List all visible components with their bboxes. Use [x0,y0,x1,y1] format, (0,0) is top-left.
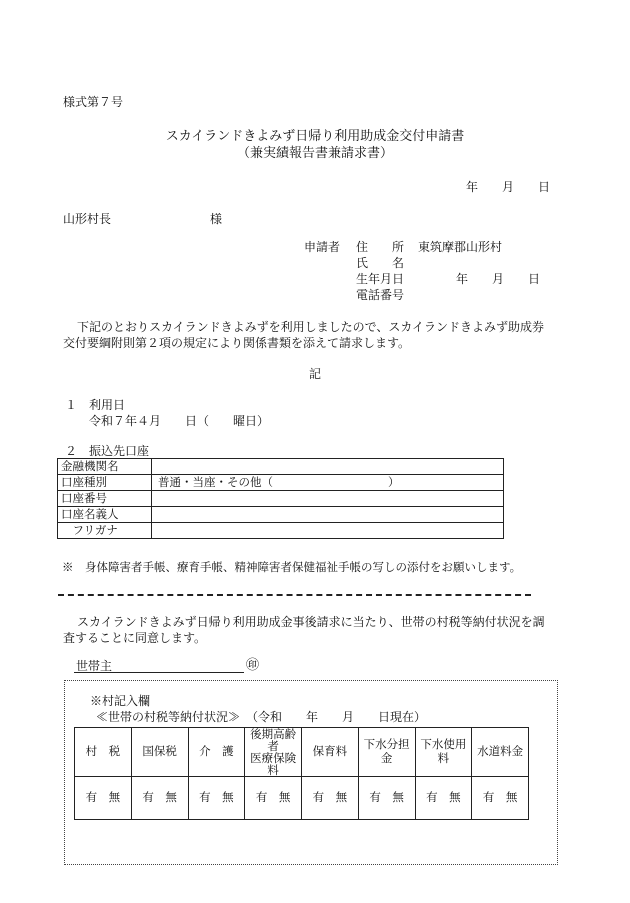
birth-value: 年 月 日 [456,272,541,286]
table-row [75,728,529,777]
table-row [58,491,504,507]
header-elderly-line-2: 医療保険料 [250,751,297,777]
header-elderly-insurance [245,728,302,777]
header-village-tax: 村 税 [75,728,132,777]
header-sewer-share: 下水分担金 [358,728,415,777]
date-line: 年 月 日 [466,180,551,194]
header-childcare-fee: 保育料 [302,728,359,777]
header-water-fee: 水道料金 [472,728,529,777]
table-row [58,459,504,475]
consent-line-1: スカイランドきよみず日帰り利用助成金事後請求に当たり、世帯の村税等納付状況を調 [77,615,545,629]
status-elderly-insurance[interactable]: 有 無 [245,777,302,820]
account-holder-field[interactable] [152,507,504,523]
seal-mark: ㊞ [246,658,260,673]
form-number: 様式第７号 [63,95,124,109]
consent-line-2: 査することに同意します。 [63,631,207,645]
table-row [58,523,504,539]
addressee-suffix: 様 [210,212,223,226]
table-row [58,507,504,523]
address-label: 住 所 [356,240,405,254]
header-sewer-usage: 下水使用料 [415,728,472,777]
status-sewer-usage[interactable]: 有 無 [415,777,472,820]
status-village-tax[interactable]: 有 無 [75,777,132,820]
village-label: ※村記入欄 [90,694,151,708]
status-nhi-tax[interactable]: 有 無 [131,777,188,820]
usage-date-value: 令和７年４月 日（ 曜日） [89,414,270,428]
attachment-note: ※ 身体障害者手帳、療育手帳、精神障害者保健福祉手帳の写しの添付をお願いします。 [62,560,522,574]
addressee: 山形村長 [63,212,112,226]
tax-status-heading: ≪世帯の村税等納付状況≫ （令和 年 月 日現在） [96,710,427,724]
form-title: スカイランドきよみず日帰り利用助成金交付申請書 [165,129,465,144]
account-holder-label: 口座名義人 [58,507,152,523]
birth-label: 生年月日 [356,272,405,286]
table-row [75,777,529,820]
ki-heading: 記 [308,367,321,381]
table-row [58,475,504,491]
address-value: 東筑摩郡山形村 [418,240,503,254]
bank-name-field[interactable] [152,459,504,475]
status-water-fee[interactable]: 有 無 [472,777,529,820]
header-nhi-tax: 国保税 [131,728,188,777]
section2-title: ２ 振込先口座 [65,444,150,458]
cut-line-divider [58,594,531,596]
form-subtitle: （兼実績報告書兼請求書） [236,146,393,161]
applicant-label: 申請者 [304,240,341,254]
household-signature-line[interactable] [74,672,244,673]
account-number-label: 口座番号 [58,491,152,507]
status-sewer-share[interactable]: 有 無 [358,777,415,820]
body-line-1: 下記のとおりスカイランドきよみずを利用しましたので、スカイランドきよみず助成券 [77,320,545,334]
status-childcare-fee[interactable]: 有 無 [302,777,359,820]
section1-title: １ 利用日 [65,398,126,412]
phone-label: 電話番号 [356,288,405,302]
header-care: 介 護 [188,728,245,777]
name-label: 氏 名 [356,256,405,270]
furigana-field[interactable] [152,523,504,539]
bank-name-label: 金融機関名 [58,459,152,475]
body-line-2: 交付要綱附則第２項の規定により関係書類を添えて請求します。 [63,336,411,350]
account-type-field[interactable]: 普通・当座・その他（ ） [152,475,504,491]
bank-account-table [57,458,504,539]
account-number-field[interactable] [152,491,504,507]
tax-status-table [74,727,529,820]
account-type-label: 口座種別 [58,475,152,491]
status-care[interactable]: 有 無 [188,777,245,820]
header-elderly-line-1: 後期高齢者 [250,727,297,753]
household-label: 世帯主 [76,659,113,673]
furigana-label: フリガナ [58,523,152,539]
